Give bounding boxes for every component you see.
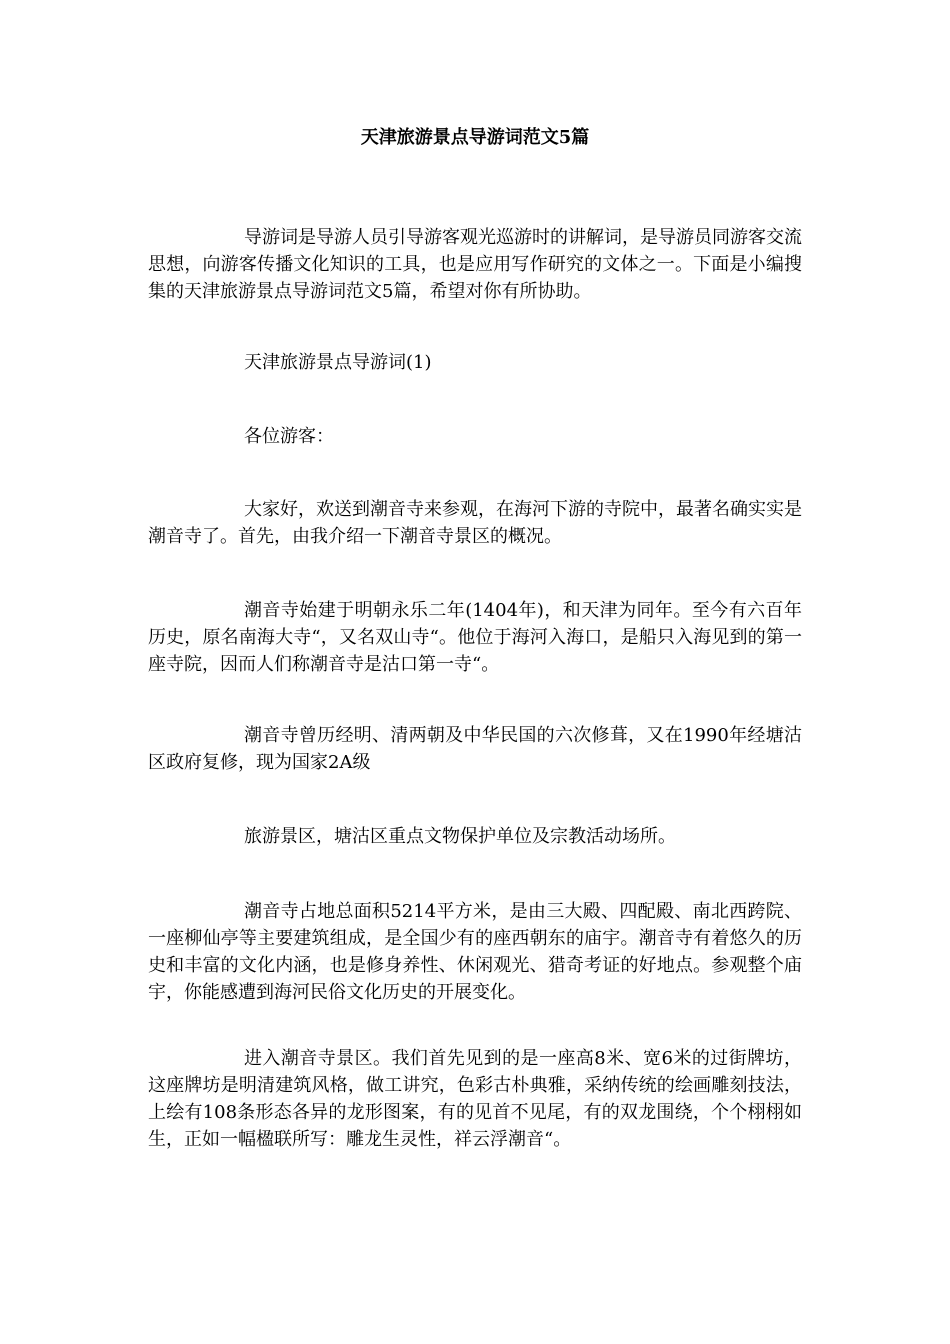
restoration-paragraph: 潮音寺曾历经明、清两朝及中华民国的六次修葺，又在1990年经塘沽区政府复修，现为国家2A级 <box>148 725 802 773</box>
section-heading: 天津旅游景点导游词(1) <box>244 352 432 373</box>
scenic-area-paragraph: 旅游景区，塘沽区重点文物保护单位及宗教活动场所。 <box>244 826 676 847</box>
intro-paragraph: 导游词是导游人员引导游客观光巡游时的讲解词，是导游员同游客交流思想，向游客传播文化知识的工具，也是应用写作研究的文体之一。下面是小编搜集的天津旅游景点导游词范文5篇，希望对你有所协助。 <box>148 227 802 302</box>
greeting-paragraph: 各位游客： <box>244 426 334 447</box>
area-paragraph: 潮音寺占地总面积5214平方米，是由三大殿、四配殿、南北西跨院、一座柳仙亭等主要建筑组成，是全国少有的座西朝东的庙宇。潮音寺有着悠久的历史和丰富的文化内涵，也是修身养性、休闲观光、猎奇考证的好地点。参观整个庙宇，你能感遭到海河民俗文化历史的开展变化。 <box>148 901 802 1003</box>
document-title: 天津旅游景点导游词范文5篇 <box>360 127 590 148</box>
welcome-paragraph: 大家好，欢送到潮音寺来参观，在海河下游的寺院中，最著名确实实是潮音寺了。首先，由我介绍一下潮音寺景区的概况。 <box>148 499 802 547</box>
history-paragraph: 潮音寺始建于明朝永乐二年(1404年)，和天津为同年。至今有六百年历史，原名南海大寺“，又名双山寺“。他位于海河入海口，是船只入海见到的第一座寺院，因而人们称潮音寺是沽口第一寺“。 <box>148 600 802 675</box>
archway-paragraph: 进入潮音寺景区。我们首先见到的是一座高8米、宽6米的过街牌坊，这座牌坊是明清建筑风格，做工讲究，色彩古朴典雅，采纳传统的绘画雕刻技法，上绘有108条形态各异的龙形图案，有的见首不见尾，有的双龙围绕，个个栩栩如生，正如一幅楹联所写：雕龙生灵性，祥云浮潮音“。 <box>148 1048 802 1150</box>
